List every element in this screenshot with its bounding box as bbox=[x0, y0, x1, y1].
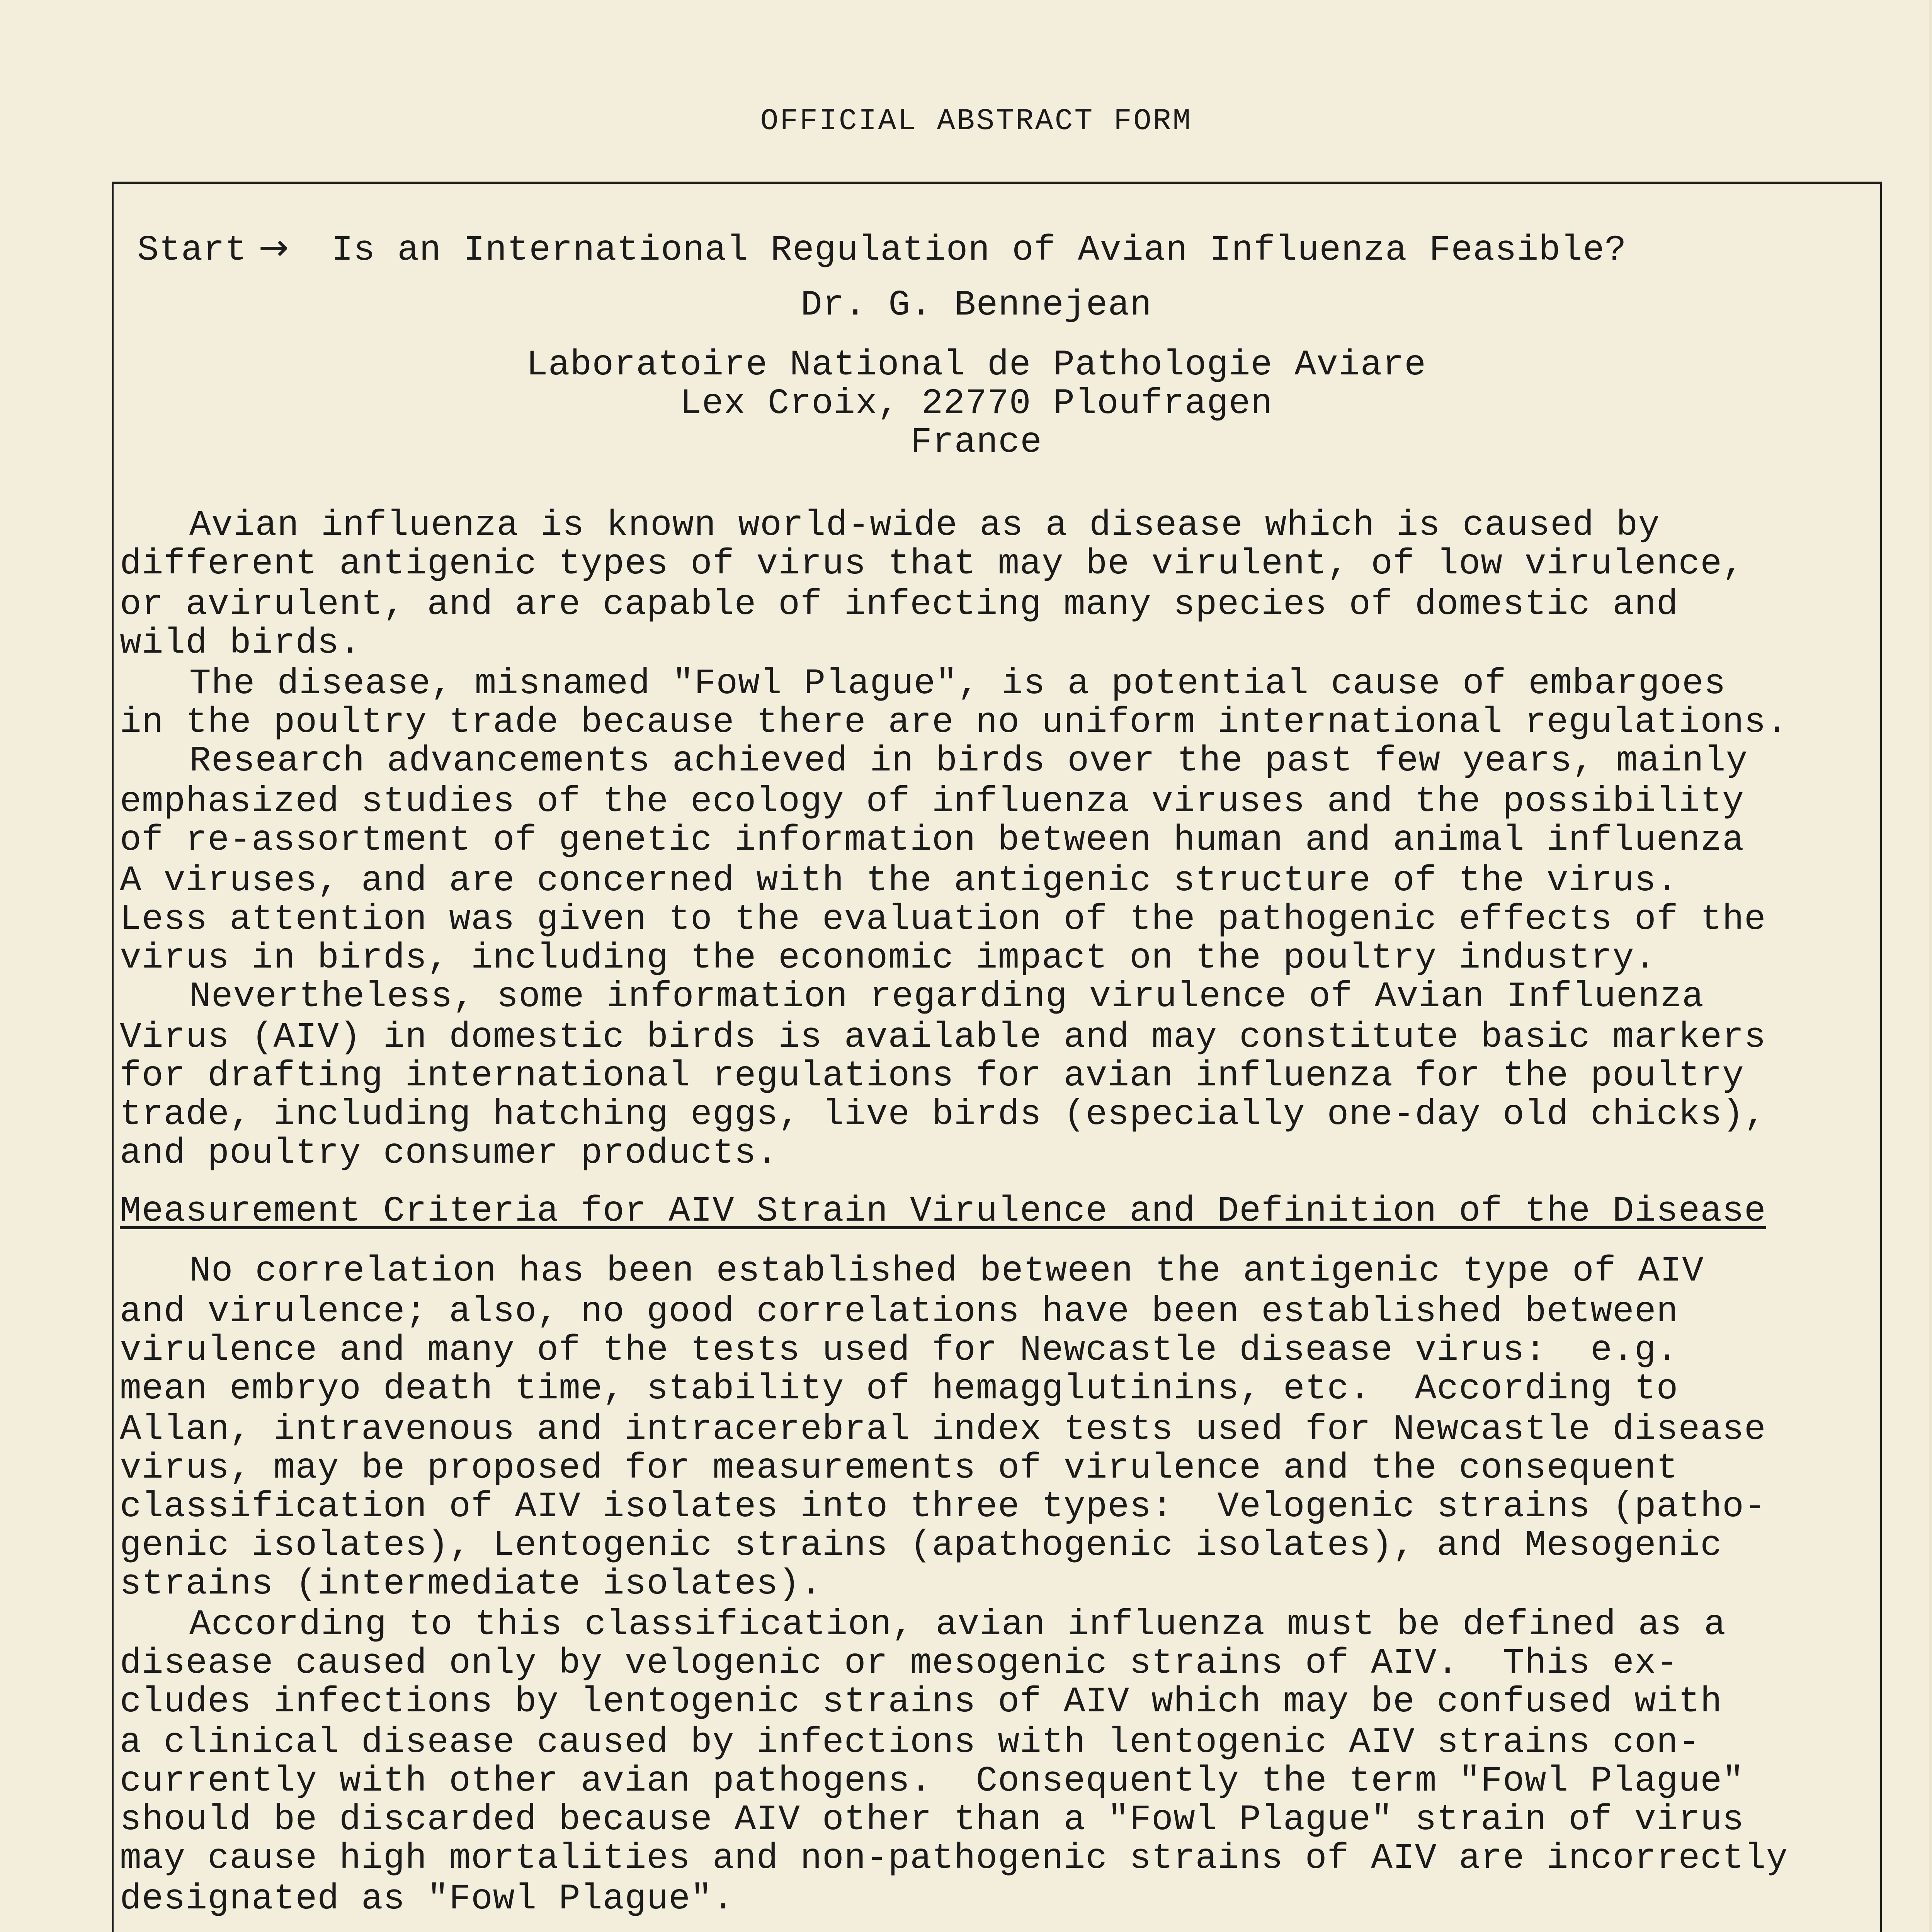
body-line: or avirulent, and are capable of infecting many species of domestic and bbox=[120, 584, 1679, 625]
body-line: Virus (AIV) in domestic birds is available and may constitute basic markers bbox=[120, 1017, 1766, 1058]
body-line: genic isolates), Lentogenic strains (apathogenic isolates), and Mesogenic bbox=[120, 1525, 1723, 1566]
body-line: a clinical disease caused by infections with lentogenic AIV strains con- bbox=[120, 1722, 1701, 1763]
affiliation-line-1: Laboratoire National de Pathologie Aviare bbox=[526, 345, 1427, 385]
body-line: A viruses, and are concerned with the antigenic structure of the virus. bbox=[120, 861, 1679, 901]
body-line: in the poultry trade because there are no uniform international regulations. bbox=[120, 702, 1788, 743]
body-line: virus, may be proposed for measurements of virulence and the consequent bbox=[120, 1448, 1679, 1488]
start-label: Start bbox=[137, 230, 247, 270]
body-line: disease caused only by velogenic or mesogenic strains of AIV. This ex- bbox=[120, 1643, 1679, 1684]
body-line: different antigenic types of virus that may be virulent, of low virulence, bbox=[120, 544, 1744, 584]
body-line: The disease, misnamed "Fowl Plague", is a potential cause of embargoes bbox=[189, 663, 1726, 704]
body-line: virus in birds, including the economic impact on the poultry industry. bbox=[120, 938, 1656, 978]
body-line: Allan, intravenous and intracerebral index tests used for Newcastle disease bbox=[120, 1409, 1766, 1450]
body-line: Less attention was given to the evaluation of the pathogenic effects of the bbox=[120, 899, 1766, 940]
author: Dr. G. Bennejean bbox=[801, 285, 1152, 325]
title-line bbox=[137, 228, 1627, 270]
body-line: Research advancements achieved in birds over the past few years, mainly bbox=[189, 741, 1748, 781]
body-line: designated as "Fowl Plague". bbox=[120, 1879, 735, 1919]
arrow-right-icon: → bbox=[259, 226, 289, 268]
abstract-title: Is an International Regulation of Avian Influenza Feasible? bbox=[331, 230, 1627, 270]
body-line: cludes infections by lentogenic strains of AIV which may be confused with bbox=[120, 1682, 1723, 1722]
body-line: classification of AIV isolates into three types: Velogenic strains (patho- bbox=[120, 1486, 1766, 1527]
affiliation-line-3: France bbox=[910, 422, 1042, 463]
body-line: emphasized studies of the ecology of influenza viruses and the possibility bbox=[120, 781, 1744, 822]
body-line: for drafting international regulations for avian influenza for the poultry bbox=[120, 1056, 1744, 1096]
body-line: and virulence; also, no good correlations have been established between bbox=[120, 1291, 1679, 1332]
form-title: OFFICIAL ABSTRACT FORM bbox=[760, 104, 1192, 138]
body-line: Nevertheless, some information regarding virulence of Avian Influenza bbox=[189, 976, 1704, 1017]
body-line: wild birds. bbox=[120, 623, 361, 663]
body-line: of re-assortment of genetic information between human and animal influenza bbox=[120, 820, 1744, 861]
body-line: virulence and many of the tests used for Newcastle disease virus: e.g. bbox=[120, 1330, 1679, 1371]
body-line: may cause high mortalities and non-pathogenic strains of AIV are incorrectly bbox=[120, 1838, 1788, 1879]
section-heading-measurement: Measurement Criteria for AIV Strain Virulence and Definition of the Disease bbox=[120, 1191, 1766, 1231]
body-line: and poultry consumer products. bbox=[120, 1133, 779, 1173]
body-line: should be discarded because AIV other than a "Fowl Plague" strain of virus bbox=[120, 1799, 1744, 1840]
body-line: strains (intermediate isolates). bbox=[120, 1564, 822, 1604]
body-line: currently with other avian pathogens. Consequently the term "Fowl Plague" bbox=[120, 1761, 1744, 1801]
body-line: No correlation has been established between the antigenic type of AIV bbox=[189, 1251, 1704, 1291]
affiliation-line-2: Lex Croix, 22770 Ploufragen bbox=[680, 383, 1273, 424]
body-line: mean embryo death time, stability of hemagglutinins, etc. According to bbox=[120, 1369, 1679, 1409]
body-line: Avian influenza is known world-wide as a disease which is caused by bbox=[189, 505, 1660, 546]
body-line: trade, including hatching eggs, live birds (especially one-day old chicks), bbox=[120, 1094, 1766, 1135]
body-line: According to this classification, avian influenza must be defined as a bbox=[189, 1604, 1726, 1645]
